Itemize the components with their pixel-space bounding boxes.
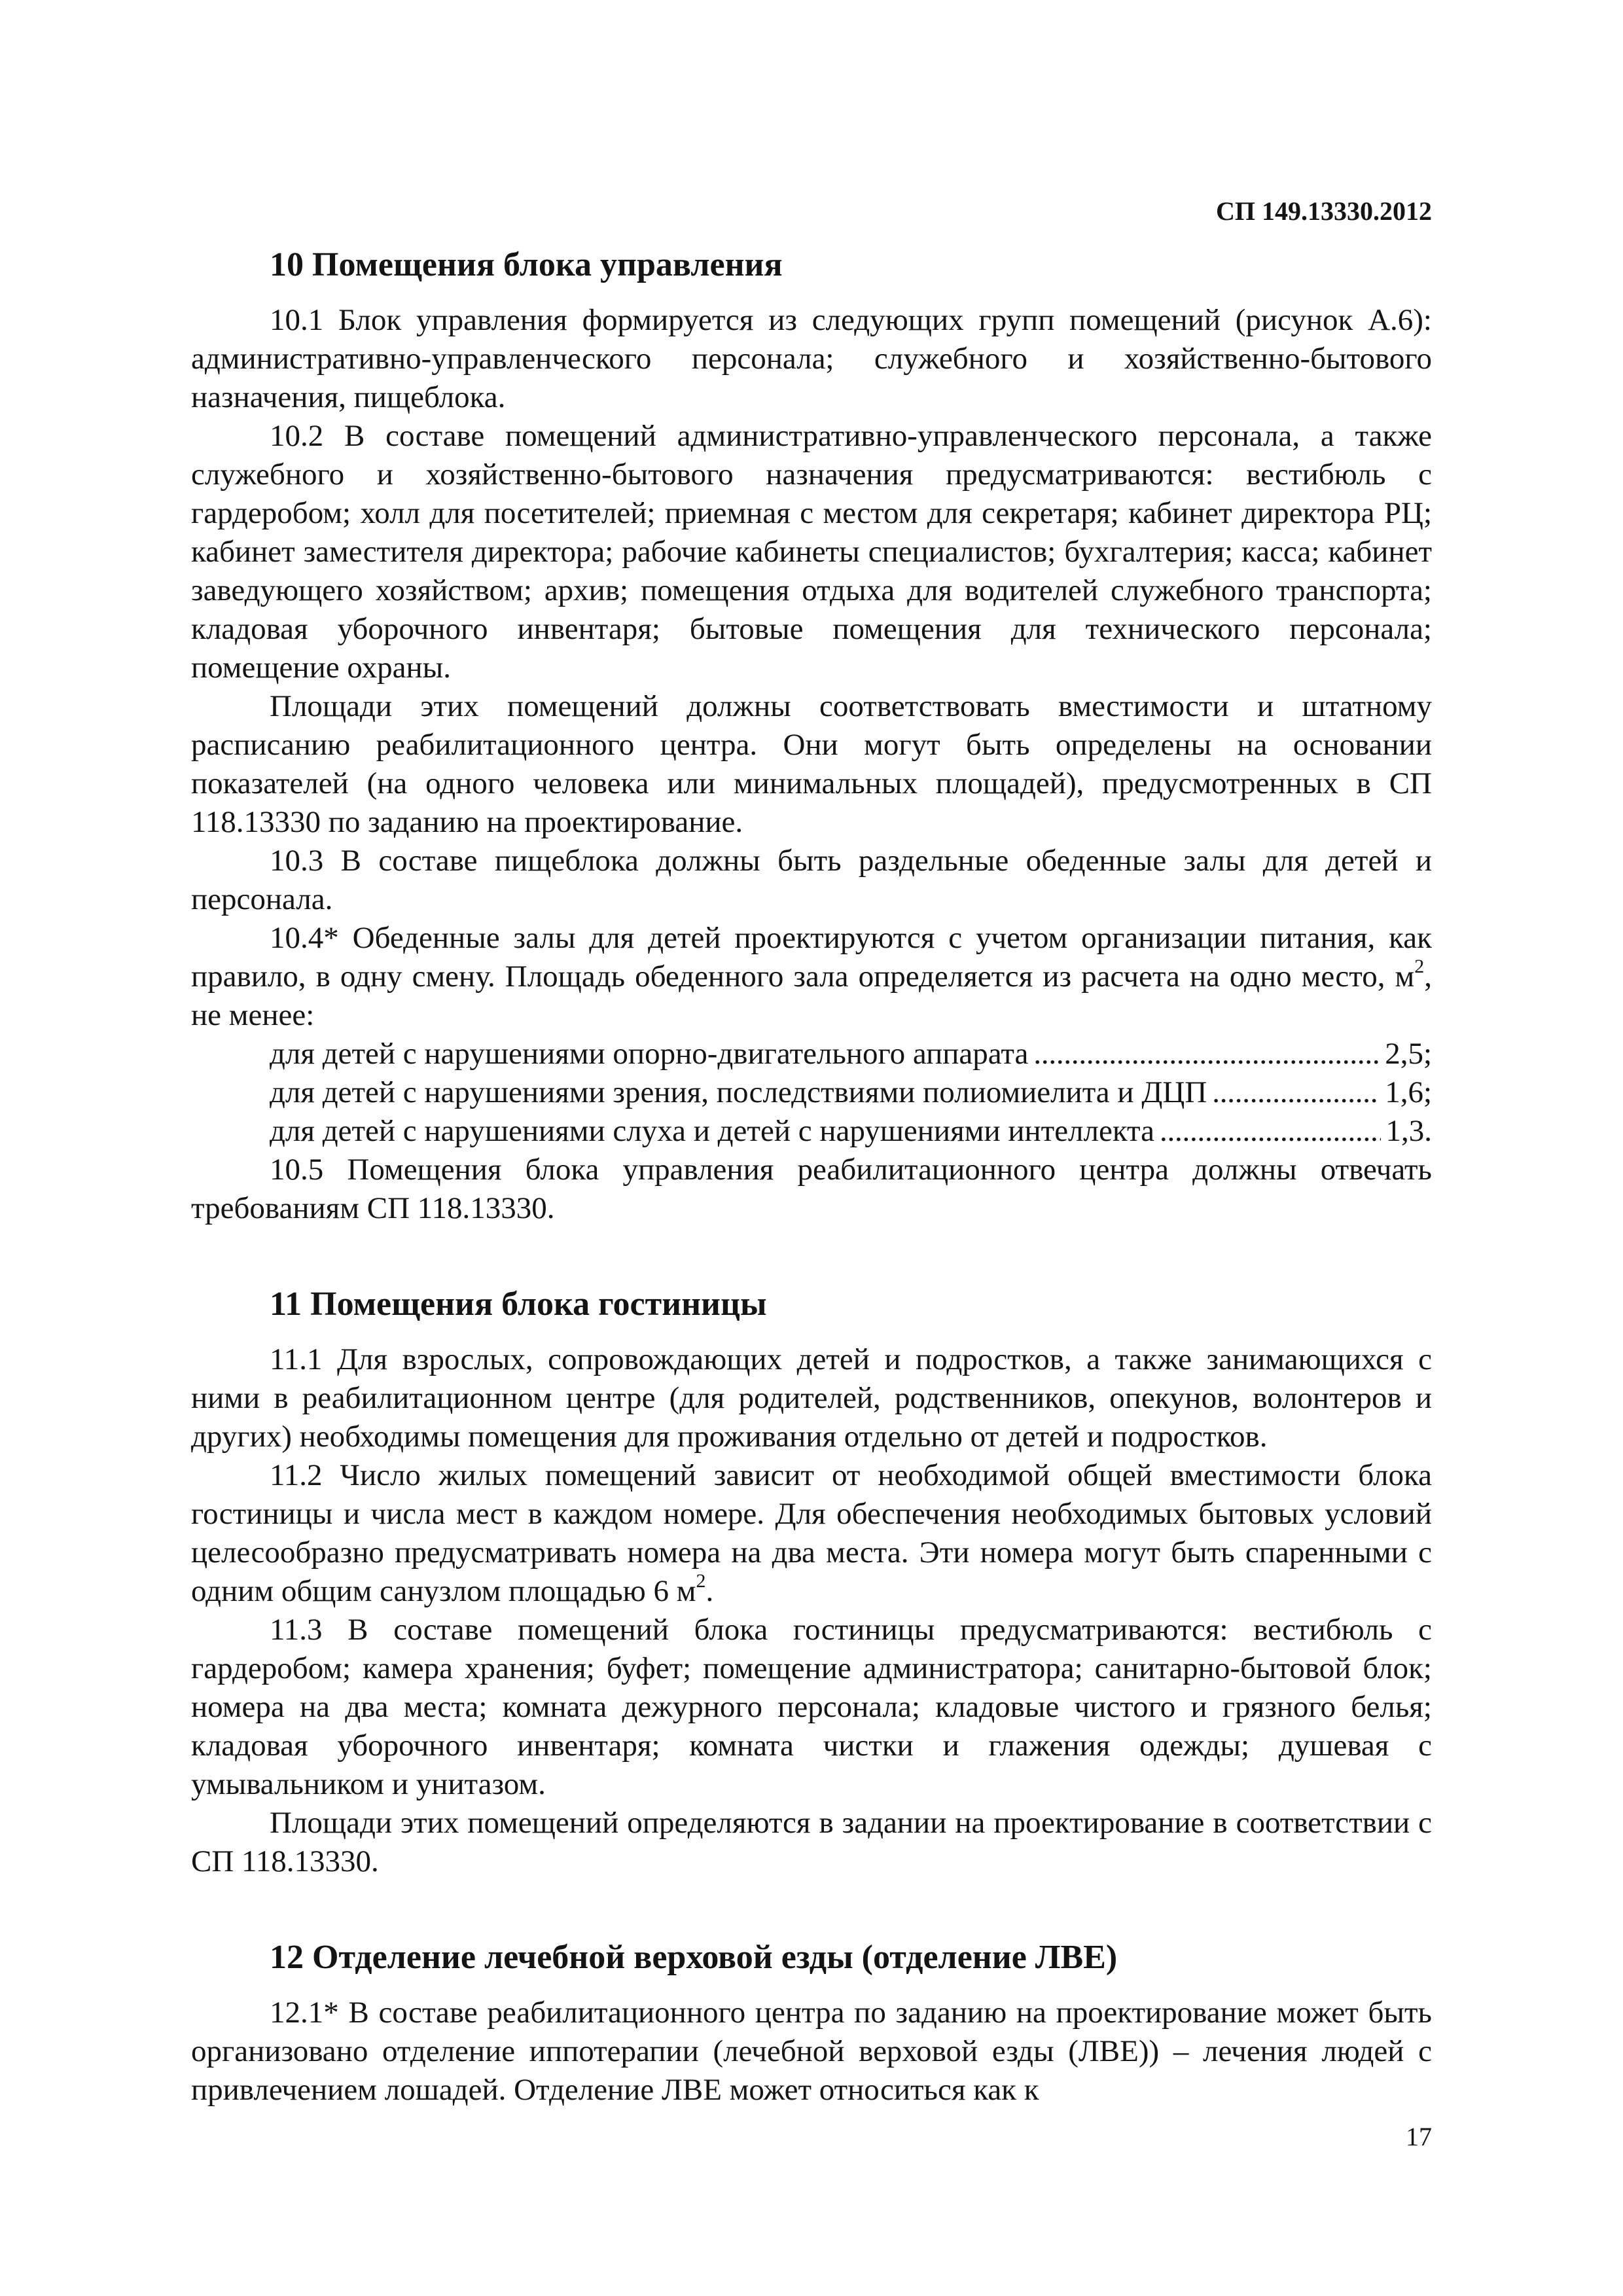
paragraph-11-1: 11.1 Для взрослых, сопровождающих детей и подростков, а также занимающихся с ними в реабилитационном центре (для родителей, родственников, опекунов, волонтеров и других) необходимы помещения для проживания отдельно от детей и подростков.	[191, 1342, 1432, 1454]
norm-label: для детей с нарушениями опорно-двигательного аппарата	[270, 1037, 1029, 1071]
norm-value: 1,3.	[1385, 1114, 1432, 1148]
paragraph-10-2-areas: Площади этих помещений должны соответствовать вместимости и штатному расписанию реабилитационного центра. Они могут быть определены на основании показателей (на одного человека или минимальных площадей), предусмотренных в СП 118.13330 по заданию на проектирование.	[191, 689, 1432, 839]
paragraph-10-4	[191, 919, 1432, 1035]
dot-leader	[1033, 1035, 1380, 1073]
paragraph-10-5: 10.5 Помещения блока управления реабилитационного центра должны отвечать требованиям СП 118.13330.	[191, 1153, 1432, 1225]
superscript-2: 2	[696, 1570, 706, 1592]
paragraph-11-3: 11.3 В составе помещений блока гостиницы предусматриваются: вестибюль с гардеробом; камера хранения; буфет; помещение администратора; санитарно-бытовой блок; номера на два места; комната дежурного персонала; кладовые чистого и грязного белья; кладовая уборочного инвентаря; комната чистки и глажения одежды; душевая с умывальником и унитазом.	[191, 1613, 1432, 1801]
section-12-title: 12 Отделение лечебной верховой езды (отделение ЛВЕ)	[270, 1939, 1118, 1976]
dot-leader	[1160, 1112, 1380, 1151]
paragraph-10-4-tail: , не менее:	[191, 960, 1432, 1032]
paragraph-12-1: 12.1* В составе реабилитационного центра по заданию на проектирование может быть организовано отделение иппотерапии (лечебной верховой езды (ЛВЕ)) – лечения людей с привлечением лошадей. Отделение ЛВЕ может относиться как к	[191, 1996, 1432, 2107]
page-content	[191, 243, 1432, 2109]
norm-row	[191, 1035, 1432, 1073]
paragraph-10-1: 10.1 Блок управления формируется из следующих групп помещений (рисунок А.6): административно-управленческого персонала; служебного и хозяйственно-бытового назначения, пищеблока.	[191, 303, 1432, 414]
dot-leader	[1212, 1073, 1380, 1112]
norm-value: 1,6;	[1385, 1075, 1432, 1109]
section-11-title: 11 Помещения блока гостиницы	[270, 1285, 767, 1323]
norm-row	[191, 1073, 1432, 1112]
page-number: 17	[1406, 2122, 1432, 2151]
paragraph-11-2-text: 11.2 Число жилых помещений зависит от необходимой общей вместимости блока гостиницы и числа мест в каждом номере. Для обеспечения необходимых бытовых условий целесообразно предусматривать номера на два места. Эти номера могут быть спаренными с одним общим санузлом площадью 6 м	[191, 1458, 1432, 1608]
paragraph-10-4-text: 10.4* Обеденные залы для детей проектируются с учетом организации питания, как правило, в одну смену. Площадь обеденного зала определяется из расчета на одно место, м	[191, 921, 1432, 994]
section-10-title: 10 Помещения блока управления	[270, 246, 783, 283]
norm-label: для детей с нарушениями зрения, последствиями полиомиелита и ДЦП	[270, 1075, 1207, 1109]
paragraph-10-2: 10.2 В составе помещений административно-управленческого персонала, а также служебного и хозяйственно-бытового назначения предусматриваются: вестибюль с гардеробом; холл для посетителей; приемная с местом для секретаря; кабинет директора РЦ; кабинет заместителя директора; рабочие кабинеты специалистов; бухгалтерия; касса; кабинет заведующего хозяйством; архив; помещения отдыха для водителей служебного транспорта; кладовая уборочного инвентаря; бытовые помещения для технического персонала; помещение охраны.	[191, 419, 1432, 685]
norm-value: 2,5;	[1385, 1037, 1432, 1071]
paragraph-11-2	[191, 1456, 1432, 1611]
paragraph-11-2-tail: .	[705, 1574, 714, 1608]
paragraph-11-3-areas: Площади этих помещений определяются в задании на проектирование в соответствии с СП 118.13330.	[191, 1806, 1432, 1878]
norm-label: для детей с нарушениями слуха и детей с нарушениями интеллекта	[270, 1114, 1155, 1148]
superscript-2: 2	[1414, 956, 1425, 978]
document-code: СП 149.13330.2012	[1216, 196, 1432, 226]
norm-row	[191, 1112, 1432, 1151]
paragraph-10-3: 10.3 В составе пищеблока должны быть раздельные обеденные залы для детей и персонала.	[191, 844, 1432, 916]
